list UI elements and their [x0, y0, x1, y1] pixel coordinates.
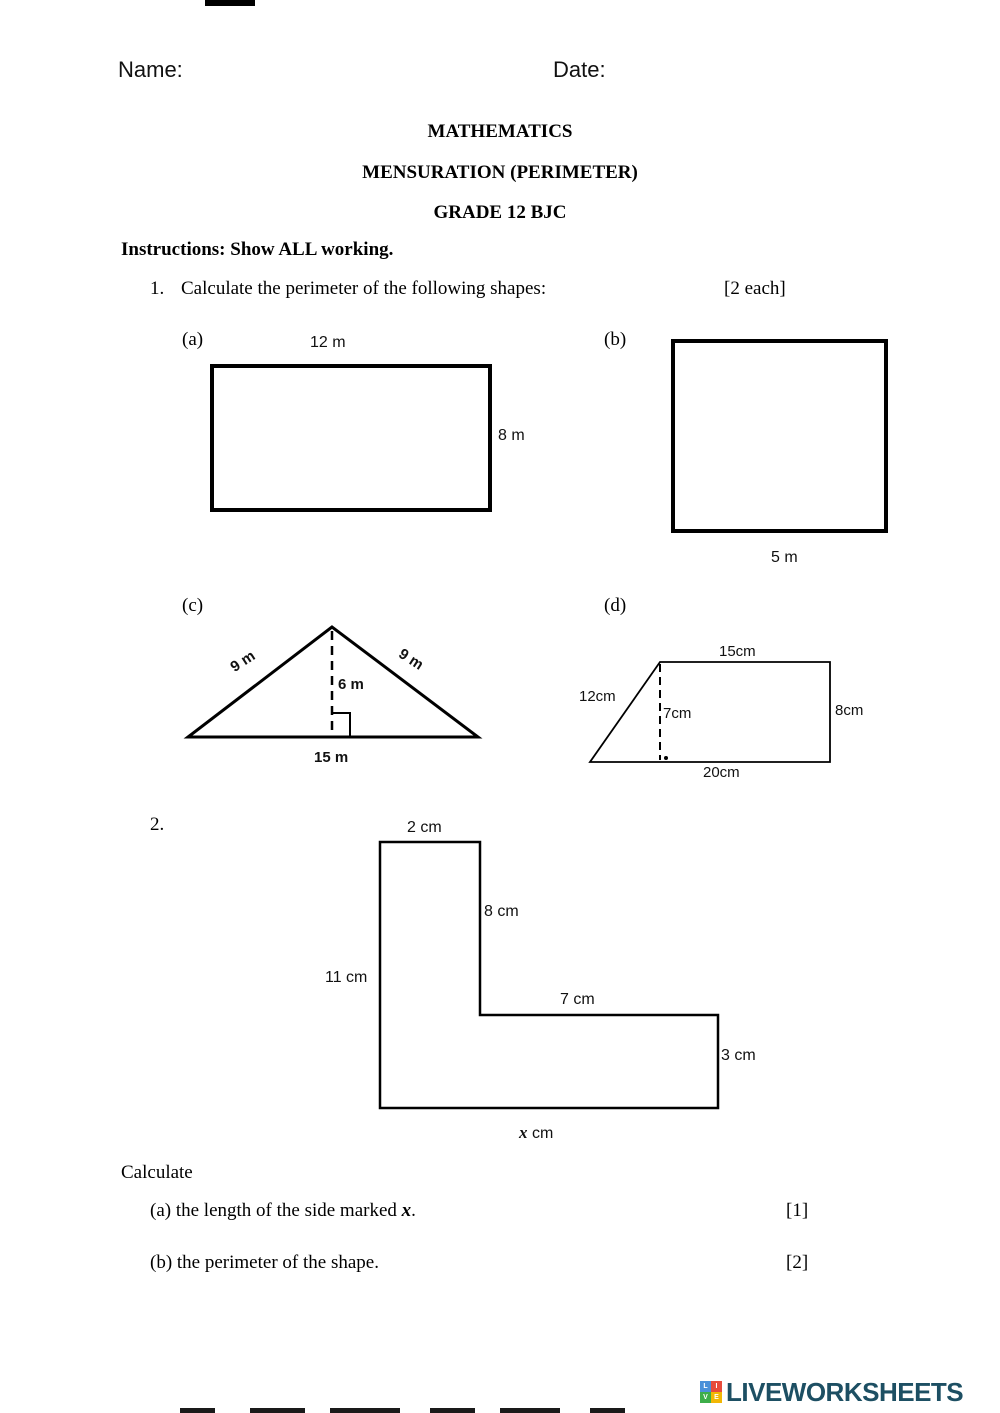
q2-part-a-marks: [1]: [786, 1200, 809, 1221]
q2-part-b-marks: [2]: [786, 1252, 809, 1273]
q1-marks: [2 each]: [724, 278, 786, 299]
logo-cell-br: E: [711, 1392, 722, 1403]
shape-a-label: (a): [182, 329, 204, 350]
l-shape-right-lower-dim: 3 cm: [721, 1047, 756, 1064]
shape-c-label: (c): [182, 595, 204, 616]
l-shape-bottom-variable: x: [519, 1123, 528, 1142]
l-shape-right-upper-dim: 8 cm: [484, 903, 519, 920]
l-shape-bottom-unit: cm: [527, 1125, 554, 1142]
title-heading: MATHEMATICS: [427, 121, 573, 142]
q2-part-a-text: (a) the length of the side marked: [150, 1200, 402, 1221]
rectangle-a-right-dim: 8 m: [498, 427, 525, 444]
l-shape: [375, 837, 725, 1115]
scan-artifact-top: [205, 0, 255, 6]
instructions-text: Instructions: Show ALL working.: [121, 239, 394, 260]
triangle-c-left-dim: 9 m: [227, 647, 259, 676]
rectangle-a-top-dim: 12 m: [310, 334, 346, 351]
shape-d-label: (d): [604, 595, 627, 616]
page-edge-cropped-line: [0, 1408, 1000, 1413]
q2-part-a-variable: x: [401, 1200, 412, 1221]
triangle-c-height-dim: 6 m: [338, 676, 364, 693]
trapezoid-d-slant-dim: 12cm: [579, 688, 616, 705]
trapezoid-d-right-dim: 8cm: [835, 702, 864, 719]
triangle-c-base-dim: 15 m: [314, 749, 349, 766]
square-b-bottom-dim: 5 m: [771, 549, 798, 566]
trapezoid-d-top-dim: 15cm: [719, 643, 756, 660]
grade-heading: GRADE 12 BJC: [433, 202, 567, 223]
q2-part-a-period: .: [411, 1200, 416, 1221]
trapezoid-d: [585, 655, 840, 770]
trapezoid-d-height-dim: 7cm: [663, 705, 692, 722]
logo-cell-tl: L: [700, 1381, 711, 1392]
q1-prompt: Calculate the perimeter of the following shapes:: [181, 278, 547, 299]
trapezoid-d-bottom-dim: 20cm: [703, 764, 740, 781]
q2-part-a: [150, 1200, 416, 1222]
liveworksheets-logo: [700, 1381, 722, 1403]
date-label: Date:: [553, 57, 606, 82]
triangle-c-right-dim: 9 m: [395, 645, 427, 674]
q2-number: 2.: [150, 814, 165, 835]
logo-cell-tr: I: [711, 1381, 722, 1392]
logo-cell-bl: V: [700, 1392, 711, 1403]
l-shape-top-dim: 2 cm: [407, 819, 442, 836]
triangle-c: [180, 618, 490, 748]
l-shape-bottom-dim: [519, 1123, 553, 1143]
l-shape-left-dim: 11 cm: [325, 969, 368, 986]
liveworksheets-logo-icon: [700, 1381, 722, 1403]
rectangle-a: [210, 364, 492, 512]
subtitle-heading: MENSURATION (PERIMETER): [362, 162, 638, 183]
calculate-heading: Calculate: [121, 1162, 193, 1183]
name-label: Name:: [118, 57, 183, 82]
liveworksheets-brand-text: LIVEWORKSHEETS: [726, 1377, 964, 1407]
square-b: [671, 339, 888, 533]
l-shape-inner-dim: 7 cm: [560, 991, 595, 1008]
q1-number: 1.: [150, 278, 165, 299]
shape-b-label: (b): [604, 329, 627, 350]
q2-part-b: (b) the perimeter of the shape.: [150, 1252, 379, 1273]
